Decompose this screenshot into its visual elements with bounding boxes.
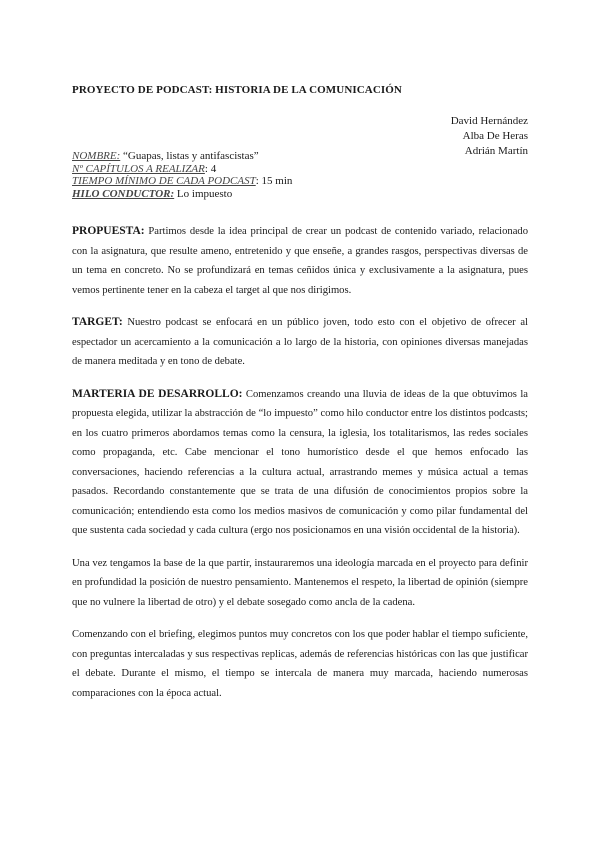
meta-tiempo	[72, 175, 292, 188]
meta-hilo	[72, 188, 292, 201]
author-name: David Hernández	[450, 115, 528, 127]
meta-nombre-value: “Guapas, listas y antifascistas”	[120, 150, 259, 162]
meta-nombre	[72, 150, 292, 163]
meta-tiempo-value: : 15 min	[255, 175, 293, 187]
marteria-heading: MARTERIA DE DESARROLLO:	[72, 387, 243, 400]
paragraph-propuesta	[72, 222, 528, 300]
meta-hilo-value: Lo impuesto	[174, 187, 233, 200]
project-meta	[72, 150, 292, 200]
meta-hilo-label: HILO CONDUCTOR:	[72, 187, 175, 200]
target-heading: TARGET:	[72, 316, 123, 328]
propuesta-text: Partimos desde la idea principal de crear un podcast de contenido variado, relacionado con la asignatura, que resulte ameno, entretenido y que enseñe, a grandes rasgos, perspectivas diversas de un tema en concreto. No se profundizará en temas ceñidos única y exclusivamente a la asignatura, pues vemos pertinente tener en la cabeza el target al que nos dirigimos.	[72, 226, 528, 296]
meta-capitulos-label: Nº CAPÍTULOS A REALIZAR	[72, 162, 205, 175]
paragraph-briefing: Comenzando con el briefing, elegimos puntos muy concretos con los que poder hablar el tiempo suficiente, con preguntas intercaladas y sus respectivas replicas, además de referencias históricas con las que justificar el debate. Durante el mismo, el tiempo se intercala de manera muy marcada, haciendo numerosas comparaciones con la época actual.	[72, 629, 528, 699]
target-text: Nuestro podcast se enfocará en un público joven, todo esto con el objetivo de ofrecer al espectador un acercamiento a la comunicación a lo largo de la historia, con opiniones diversas manejadas de manera meditada y en tono de debate.	[72, 317, 528, 367]
paragraph-target	[72, 313, 528, 372]
meta-nombre-label: NOMBRE:	[72, 150, 121, 162]
document-title: PROYECTO DE PODCAST: HISTORIA DE LA COMUNICACIÓN	[72, 84, 402, 96]
propuesta-heading: PROPUESTA:	[72, 225, 145, 237]
meta-capitulos	[72, 163, 292, 176]
paragraph-marteria	[72, 385, 528, 541]
paragraph-ideologia: Una vez tengamos la base de la que partir, instauraremos una ideología marcada en el proyecto para definir en profundidad la posición de nuestro pensamiento. Mantenemos el respeto, la libertad de opinión (siempre que no vulnere la libertad de otro) y el debate sosegado como ancla de la cadena.	[72, 557, 528, 608]
authors-block	[451, 114, 528, 159]
meta-tiempo-label: TIEMPO MÍNIMO DE CADA PODCAST	[72, 175, 256, 187]
meta-capitulos-value: : 4	[204, 162, 217, 175]
marteria-text: Comenzamos creando una lluvia de ideas de la que obtuvimos la propuesta elegida, utilizar la abstracción de “lo impuesto” como hilo conductor entre los distintos podcasts; en los cuatro primeros abordamos temas como la censura, la iglesia, los totalitarismos, las redes sociales como propaganda, etc. Cabe mencionar el tono humorístico desde el que hemos enfocado las conversaciones, haciendo referencias a la cultura actual, arrastrando memes y música actual a temas pasados. Recordando constantemente que se trata de una difusión de conocimientos propios sobre la comunicación; entendiendo esta como los medios masivos de comunicación y como pilar fundamental del que sustenta cada sociedad y cada cultura (ergo nos posicionamos en una visión occidental de la historia).	[72, 388, 528, 536]
document-body	[72, 222, 528, 716]
author-name: Alba De Heras	[462, 130, 528, 142]
author-name: Adrián Martín	[464, 145, 528, 157]
